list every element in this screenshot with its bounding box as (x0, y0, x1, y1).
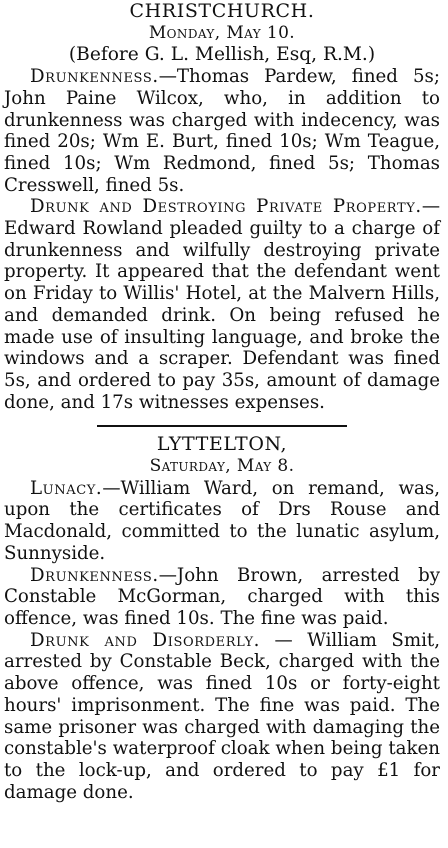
paragraph-body: —John Brown, arrested by Constable McGorman, charged with this offence, was fined 10s. The fine was paid. (4, 564, 440, 629)
magistrate-line: (Before G. L. Mellish, Esq, R.M.) (68, 44, 376, 66)
section-divider (97, 425, 347, 427)
paragraph-body: —William Ward, on remand, was, upon the certificates of Drs Rouse and Macdonald, committed to the lunatic asylum, Sunnyside. (4, 477, 440, 564)
report-paragraph (4, 630, 440, 804)
report-paragraph (4, 196, 440, 413)
section-date-heading: Monday, May 10. (148, 22, 296, 43)
section-date-heading: Saturday, May 8. (149, 456, 295, 477)
section-place-heading: CHRISTCHURCH. (129, 0, 315, 22)
lyttelton-section (4, 434, 440, 803)
report-paragraph (4, 478, 440, 565)
christchurch-section (4, 1, 440, 413)
report-paragraph (4, 66, 440, 196)
paragraph-lead: Drunkenness. (30, 66, 159, 88)
paragraph-body: —Thomas Pardew, fined 5s; John Paine Wilcox, who, in addition to drunkenness was charged with indecency, was fined 20s; Wm E. Burt, fined 10s; Wm Teague, fined 10s; Wm Redmond, fined 5s; Thomas Cresswell, fined 5s. (4, 66, 440, 196)
paragraph-lead: Drunk and Disorderly. (30, 629, 261, 651)
paragraph-body: — William Smit, arrested by Constable Beck, charged with the above offence, was fined 10s or forty-eight hours' imprisonment. The fine was paid. The same prisoner was charged with damaging the constable's waterproof cloak when being taken to the lock-up, and ordered to pay £1 for damage done. (4, 629, 441, 803)
paragraph-body: —Edward Rowland pleaded guilty to a charge of drunkenness and wilfully destroying private property. It appeared that the defendant went on Friday to Willis' Hotel, at the Malvern Hills, and demanded drink. On being refused he made use of insulting language, and broke the windows and a scraper. Defendant was fined 5s, and ordered to pay 35s, amount of damage done, and 17s witnesses expenses. (4, 196, 440, 413)
paragraph-lead: Drunk and Destroying Private Property. (30, 196, 422, 218)
paragraph-lead: Drunkenness. (30, 564, 159, 586)
paragraph-lead: Lunacy. (30, 477, 103, 499)
newspaper-clipping (0, 1, 448, 848)
report-paragraph (4, 565, 440, 630)
section-place-heading: LYTTELTON, (156, 433, 288, 456)
